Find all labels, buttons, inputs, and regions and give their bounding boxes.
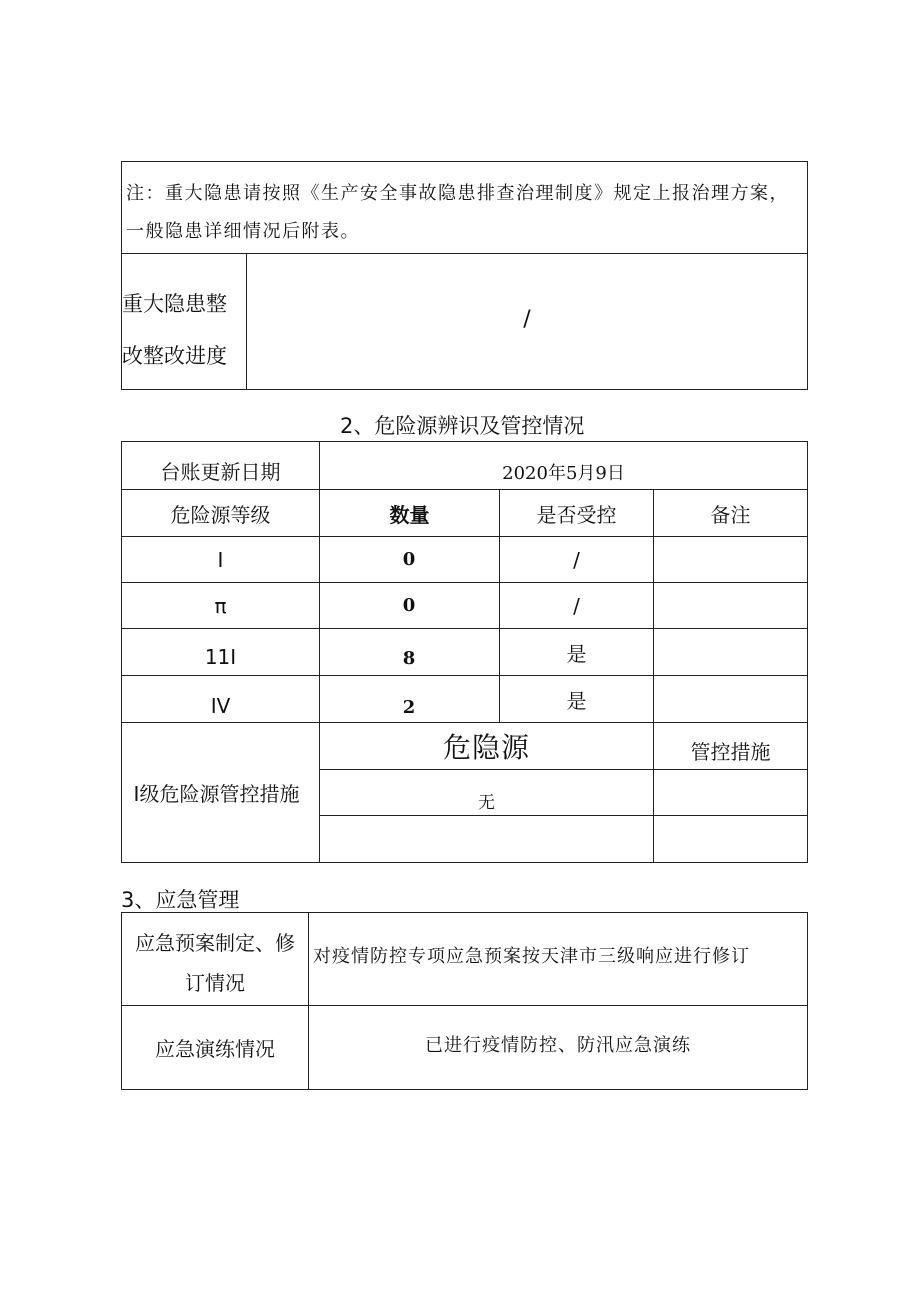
row1-controlled: / <box>499 536 654 583</box>
measures-row2-blank2 <box>653 815 808 863</box>
ledger-date-cell <box>319 441 808 490</box>
drill-value: 已进行疫情防控、防汛应急演练 <box>425 1034 691 1056</box>
row3-controlled: 是 <box>499 628 654 676</box>
measures-col1-header: 危隐源 <box>319 722 654 770</box>
plan-label-cell <box>121 912 309 1006</box>
measures-col2-header: 管控措施 <box>653 722 808 770</box>
row3-remark <box>653 628 808 676</box>
ledger-label: 台账更新日期 <box>160 460 281 484</box>
measures-label: I级危险源管控措施 <box>133 782 300 806</box>
hazard-note-line2: 一般隐患详细情况后附表。 <box>126 221 360 242</box>
section3-title: 3、应急管理 <box>121 888 240 912</box>
row3-level: 11I <box>121 628 320 676</box>
row2-controlled: / <box>499 582 654 629</box>
row2-count: 0 <box>319 582 500 629</box>
drill-value-cell <box>308 1005 808 1090</box>
row3-count: 8 <box>319 628 500 676</box>
header-level: 危险源等级 <box>121 489 320 537</box>
measures-label-cell <box>121 722 320 863</box>
progress-label-line2: 改整改进度 <box>122 344 227 368</box>
ledger-label-cell <box>121 441 320 490</box>
section2-title: 2、危险源辨识及管控情况 <box>340 414 585 438</box>
row1-count: 0 <box>319 536 500 583</box>
ledger-date: 2020年5月9日 <box>502 463 625 484</box>
plan-label-line1: 应急预案制定、修 <box>135 931 295 955</box>
header-remark: 备注 <box>653 489 808 537</box>
measures-row1-blank <box>653 769 808 816</box>
plan-value: 对疫情防控专项应急预案按天津市三级响应进行修订 <box>313 946 750 967</box>
row4-count: 2 <box>319 675 500 723</box>
progress-value: / <box>523 307 531 332</box>
row2-remark <box>653 582 808 629</box>
hazard-note-cell <box>121 161 808 254</box>
header-count: 数量 <box>319 489 500 537</box>
row1-level: I <box>121 536 320 583</box>
drill-label: 应急演练情况 <box>155 1037 275 1061</box>
row4-level: IV <box>121 675 320 723</box>
hazard-note-line1: 注：重大隐患请按照《生产安全事故隐患排查治理制度》规定上报治理方案， <box>126 183 789 204</box>
drill-label-cell <box>121 1005 309 1090</box>
row4-controlled: 是 <box>499 675 654 723</box>
measures-row1-value: 无 <box>319 769 654 816</box>
row4-remark <box>653 675 808 723</box>
header-controlled: 是否受控 <box>499 489 654 537</box>
major-hazard-progress-value-cell <box>246 253 808 390</box>
plan-label-line2: 订情况 <box>185 971 245 995</box>
major-hazard-progress-label-cell <box>121 253 247 390</box>
plan-value-cell <box>308 912 808 1006</box>
progress-label-line1: 重大隐患整 <box>122 292 227 316</box>
row2-level: π <box>121 582 320 629</box>
row1-remark <box>653 536 808 583</box>
measures-row2-blank1 <box>319 815 654 863</box>
